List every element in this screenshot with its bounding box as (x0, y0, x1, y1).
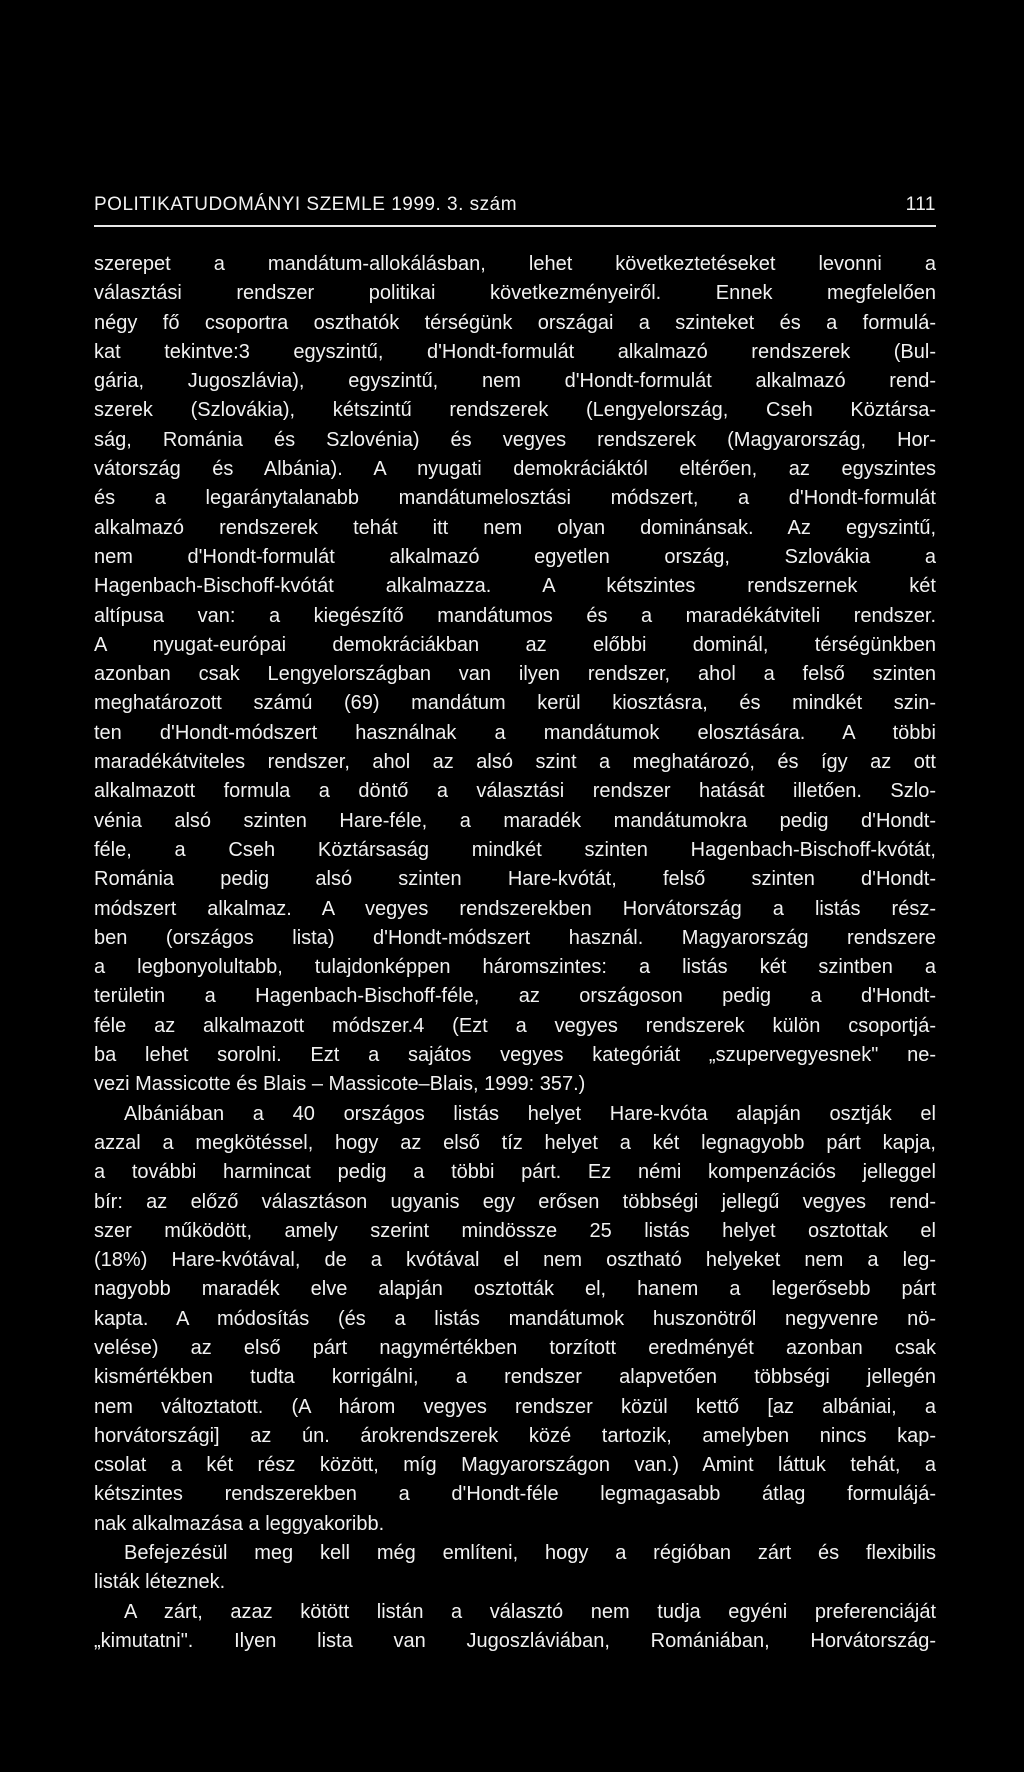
text-line: a további harmincat pedig a többi párt. Ez némi kompenzációs jelleggel (94, 1161, 936, 1184)
text-line: A nyugat-európai demokráciákban az előbbi dominál, térségünkben (94, 633, 936, 656)
text-line: Hagenbach-Bischoff-kvótát alkalmazza. A kétszintes rendszernek két (94, 575, 936, 598)
text-line: velése) az első párt nagymértékben torzított eredményét azonban csak (94, 1336, 936, 1359)
text-line: alkalmazott formula a döntő a választási rendszer hatását illetően. Szlo- (94, 780, 936, 803)
text-line: nak alkalmazása a leggyakoribb. (94, 1512, 385, 1535)
journal-title: POLITIKATUDOMÁNYI SZEMLE 1999. 3. szám (94, 194, 518, 215)
text-line: nem változtatott. (A három vegyes rendszer közül kettő [az albániai, a (94, 1395, 936, 1418)
text-line: csolat a két rész között, míg Magyarországon van.) Amint láttuk tehát, a (94, 1454, 936, 1477)
text-line: „kimutatni". Ilyen lista van Jugoszláviában, Romániában, Horvátország- (94, 1629, 936, 1652)
text-line: vátország és Albánia). A nyugati demokráciáktól eltérően, az egyszintes (94, 458, 936, 481)
text-line: szerepet a mandátum-allokálásban, lehet következtetéseket levonni a (94, 253, 936, 275)
text-line: Befejezésül meg kell még említeni, hogy a régióban zárt és flexibilis (124, 1542, 936, 1565)
text-line: ba lehet sorolni. Ezt a sajátos vegyes kategóriát „szupervegyesnek" ne- (94, 1044, 936, 1067)
text-line: A zárt, azaz kötött listán a választó nem tudja egyéni preferenciáját (124, 1600, 936, 1623)
text-line: horvátországi] az ún. árokrendszerek közé tartozik, amelyben nincs kap- (94, 1424, 936, 1447)
text-line: ben (országos lista) d'Hondt-módszert használ. Magyarország rendszere (94, 926, 936, 949)
text-line: meghatározott számú (69) mandátum kerül kiosztásra, és mindkét szin- (94, 692, 936, 715)
text-line: féle az alkalmazott módszer.4 (Ezt a vegyes rendszerek külön csoportjá- (94, 1014, 936, 1037)
text-line: azzal a megkötéssel, hogy az első tíz helyet a két legnagyobb párt kapja, (94, 1131, 936, 1154)
text-line: féle, a Cseh Köztársaság mindkét szinten Hagenbach-Bischoff-kvótát, (94, 838, 936, 861)
text-line: területin a Hagenbach-Bischoff-féle, az országoson pedig a d'Hondt- (94, 985, 936, 1008)
text-line: maradékátviteles rendszer, ahol az alsó szint a meghatározó, és így az ott (94, 751, 936, 774)
running-header (94, 194, 936, 220)
text-line: alkalmazó rendszerek tehát itt nem olyan dominánsak. Az egyszintű, (94, 516, 936, 539)
text-line: kismértékben tudta korrigálni, a rendszer alapvetően többségi jellegén (94, 1366, 936, 1389)
text-line: ság, Románia és Szlovénia) és vegyes rendszerek (Magyarország, Hor- (94, 428, 936, 451)
text-line: négy fő csoportra oszthatók térségünk országai a szinteket és a formulá- (94, 311, 936, 334)
text-line: nagyobb maradék elve alapján osztották el, hanem a legerősebb párt (94, 1278, 936, 1301)
text-line: és a legaránytalanabb mandátumelosztási módszert, a d'Hondt-formulát (94, 487, 936, 510)
text-line: a legbonyolultabb, tulajdonképpen háromszintes: a listás két szintben a (94, 956, 936, 979)
text-line: listák léteznek. (94, 1571, 226, 1594)
text-line: kétszintes rendszerekben a d'Hondt-féle legmagasabb átlag formulájá- (94, 1483, 936, 1506)
text-line: vezi Massicotte és Blais – Massicote–Blais, 1999: 357.) (94, 1073, 586, 1096)
text-line: (18%) Hare-kvótával, de a kvótával el nem osztható helyeket nem a leg- (94, 1249, 936, 1272)
text-line: ten d'Hondt-módszert használnak a mandátumok elosztására. A többi (94, 721, 936, 744)
text-line: azonban csak Lengyelországban van ilyen rendszer, ahol a felső szinten (94, 663, 936, 686)
text-line: bír: az előző választáson ugyanis egy erősen többségi jellegű vegyes rend- (94, 1190, 936, 1213)
text-line: vénia alsó szinten Hare-féle, a maradék mandátumokra pedig d'Hondt- (94, 809, 936, 832)
text-line: nem d'Hondt-formulát alkalmazó egyetlen ország, Szlovákia a (94, 545, 936, 568)
text-line: kapta. A módosítás (és a listás mandátumok huszonötről negyvenre nö- (94, 1307, 936, 1330)
text-line: Albániában a 40 országos listás helyet Hare-kvóta alapján osztják el (124, 1102, 936, 1125)
header-rule (94, 225, 936, 227)
text-line: szer működött, amely szerint mindössze 25 listás helyet osztottak el (94, 1219, 936, 1242)
text-line: választási rendszer politikai következményeiről. Ennek megfelelően (94, 282, 936, 305)
text-line: kat tekintve:3 egyszintű, d'Hondt-formulát alkalmazó rendszerek (Bul- (94, 340, 936, 363)
text-line: altípusa van: a kiegészítő mandátumos és a maradékátviteli rendszer. (94, 604, 936, 627)
body-text (94, 250, 936, 1656)
text-line: módszert alkalmaz. A vegyes rendszerekben Horvátország a listás rész- (94, 897, 936, 920)
text-line: gária, Jugoszlávia), egyszintű, nem d'Hondt-formulát alkalmazó rend- (94, 370, 936, 393)
page-number: 111 (905, 194, 936, 215)
text-line: szerek (Szlovákia), kétszintű rendszerek (Lengyelország, Cseh Köztársa- (94, 399, 936, 422)
text-line: Románia pedig alsó szinten Hare-kvótát, felső szinten d'Hondt- (94, 868, 936, 891)
